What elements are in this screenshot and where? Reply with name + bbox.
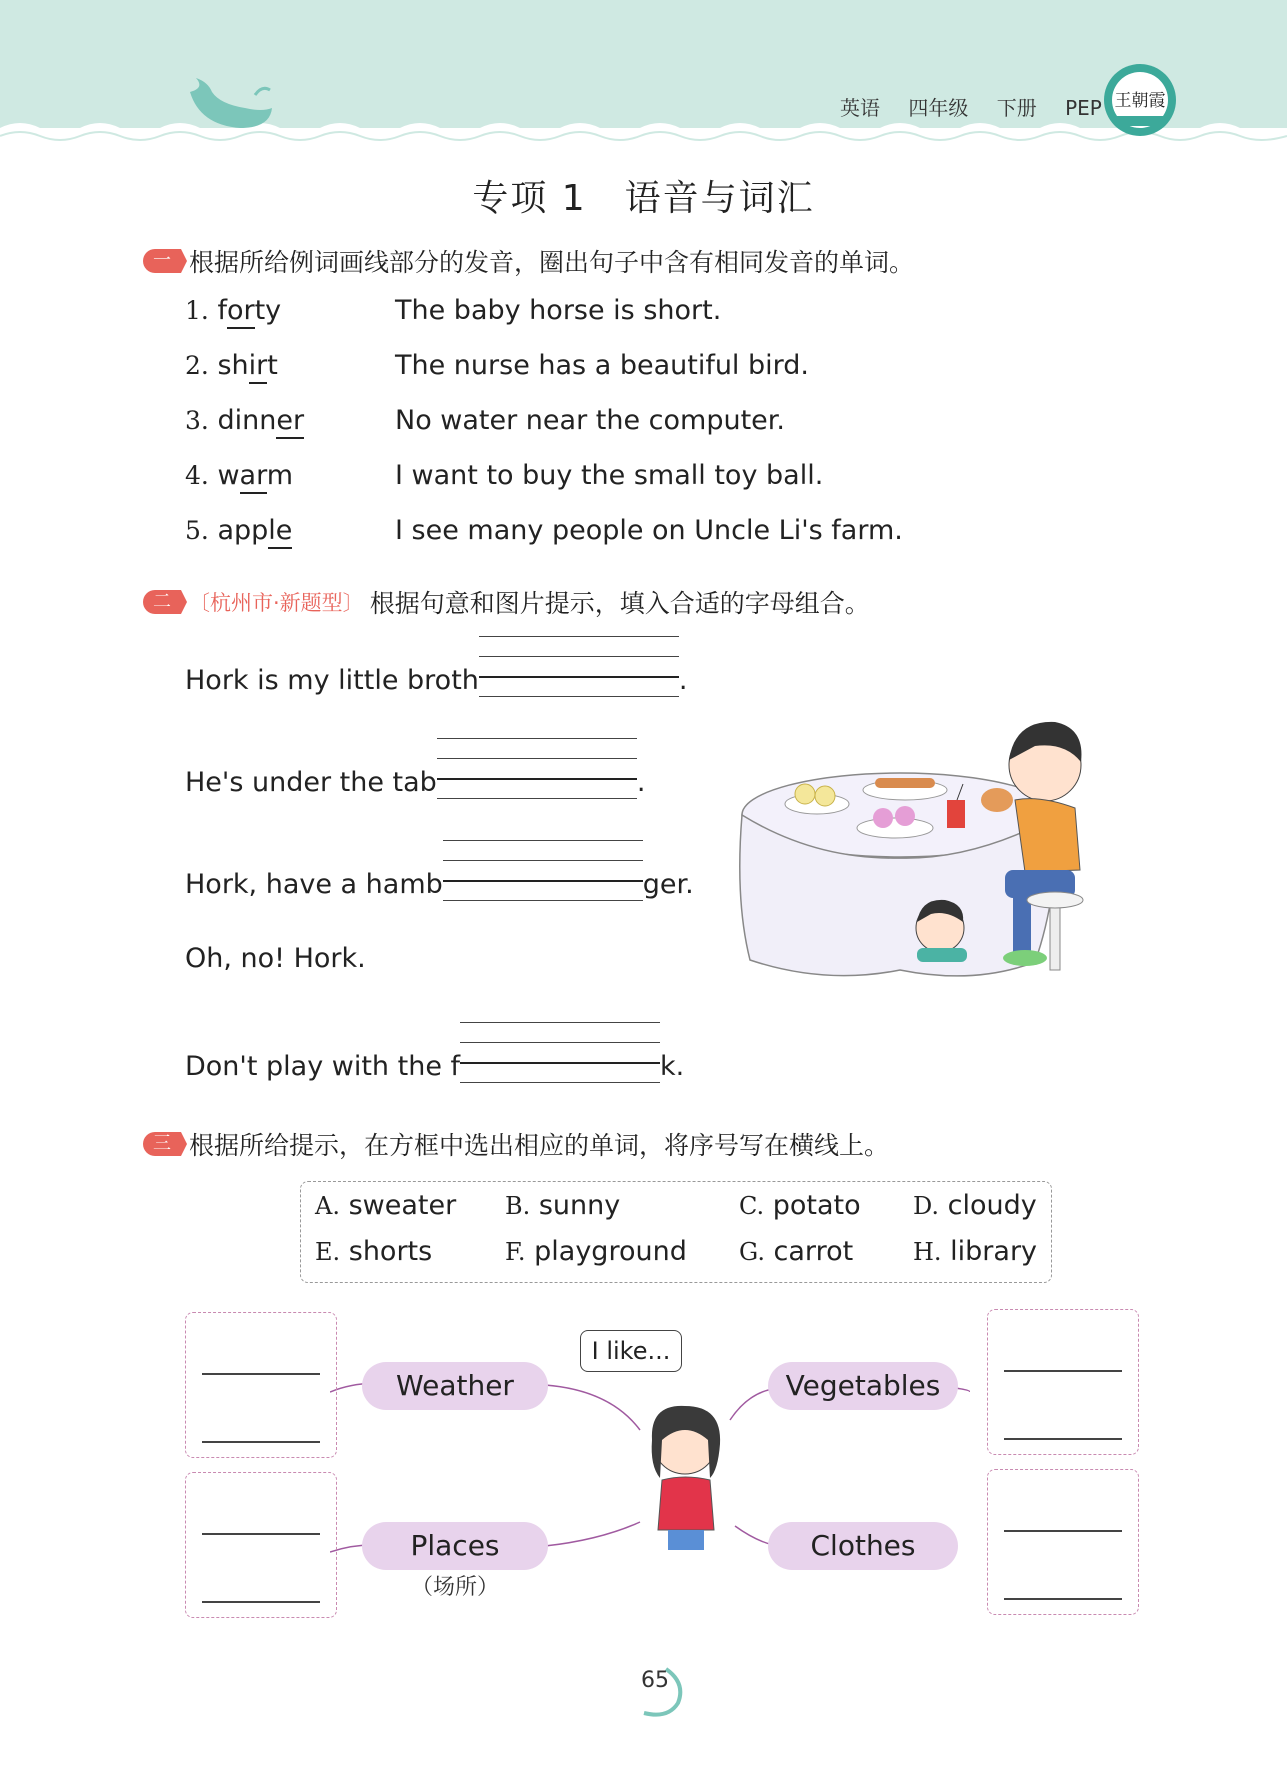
section1-instruction: 根据所给例词画线部分的发音，圈出句子中含有相同发音的单词。 [189, 248, 915, 277]
s2-line-2-blank[interactable] [437, 738, 637, 798]
s1-item-2-word: 2. shirt [185, 350, 278, 381]
table-scene-illustration [735, 700, 1145, 1000]
page-title: 专项 1 语音与词汇 [472, 178, 815, 219]
kid-under-table [916, 900, 967, 962]
section3-heading [143, 1126, 889, 1162]
s2-line-2: He's under the tab . [185, 738, 645, 798]
section2-instruction: 根据句意和图片提示，填入合适的字母组合。 [369, 589, 870, 618]
category-weather: Weather [362, 1362, 548, 1410]
section1-badge: 一 [143, 249, 181, 273]
s1-item-4-word: 4. warm [185, 460, 293, 491]
s1-item-3-word: 3. dinner [185, 405, 304, 436]
option-g: G. carrot [739, 1236, 854, 1267]
section2-badge: 二 [143, 590, 181, 614]
header-volume: 下册 [996, 96, 1037, 120]
s1-item-5-sentence: I see many people on Uncle Li's farm. [395, 515, 903, 546]
header-grade: 四年级 [908, 96, 969, 120]
answer-line[interactable] [202, 1533, 320, 1535]
answer-box-vegetables [987, 1309, 1139, 1455]
page-number: 65 [641, 1668, 669, 1693]
brand-logo [1100, 60, 1180, 140]
category-places: Places [362, 1522, 548, 1570]
option-c: C. potato [739, 1190, 861, 1221]
option-a: A. sweater [315, 1190, 457, 1221]
section2-heading [143, 584, 870, 620]
answer-line[interactable] [1004, 1530, 1122, 1532]
s1-item-5-word: 5. apple [185, 515, 292, 546]
answer-box-places [185, 1472, 337, 1618]
girl-figure [652, 1406, 720, 1550]
brand-logo-text: 王朝霞 [1114, 91, 1166, 111]
s2-line-1: Hork is my little broth . [185, 636, 687, 696]
speech-bubble-text: I like... [591, 1337, 671, 1365]
section1-heading [143, 243, 914, 279]
option-f: F. playground [505, 1236, 687, 1267]
option-h: H. library [913, 1236, 1038, 1267]
answer-box-clothes [987, 1469, 1139, 1615]
s2-line-1-blank[interactable] [479, 636, 679, 696]
section3-badge: 三 [143, 1132, 181, 1156]
s2-line-5-blank[interactable] [460, 1022, 660, 1082]
s1-item-1-word: 1. forty [185, 295, 281, 326]
header-edition: PEP [1065, 96, 1102, 120]
section3-instruction: 根据所给提示，在方框中选出相应的单词，将序号写在横线上。 [189, 1131, 890, 1160]
s2-line-3: Hork, have a hamb ger. [185, 840, 694, 900]
s2-line-5: Don't play with the f k. [185, 1022, 684, 1082]
answer-line[interactable] [1004, 1370, 1122, 1372]
answer-line[interactable] [202, 1601, 320, 1603]
hotdogs-plate-icon [863, 778, 947, 800]
s1-item-3-sentence: No water near the computer. [395, 405, 785, 436]
option-b: B. sunny [505, 1190, 621, 1221]
s1-item-1-sentence: The baby horse is short. [395, 295, 722, 326]
option-d: D. cloudy [913, 1190, 1037, 1221]
section2-tag: 〔杭州市·新题型〕 [189, 591, 364, 615]
header-banner [0, 0, 1287, 160]
word-options-box [300, 1181, 1052, 1283]
option-e: E. shorts [315, 1236, 433, 1267]
category-vegetables: Vegetables [768, 1362, 958, 1410]
header-meta [840, 92, 1124, 121]
category-places-note: （场所） [410, 1575, 499, 1600]
s1-item-2-sentence: The nurse has a beautiful bird. [395, 350, 810, 381]
answer-line[interactable] [1004, 1438, 1122, 1440]
s2-line-4: Oh, no! Hork. [185, 943, 366, 974]
answer-line[interactable] [202, 1441, 320, 1443]
header-subject: 英语 [840, 96, 880, 120]
s1-item-4-sentence: I want to buy the small toy ball. [395, 460, 824, 491]
answer-box-weather [185, 1312, 337, 1458]
s2-line-3-blank[interactable] [443, 840, 643, 900]
answer-line[interactable] [202, 1373, 320, 1375]
speech-bubble [580, 1330, 682, 1372]
category-clothes: Clothes [768, 1522, 958, 1570]
answer-line[interactable] [1004, 1598, 1122, 1600]
